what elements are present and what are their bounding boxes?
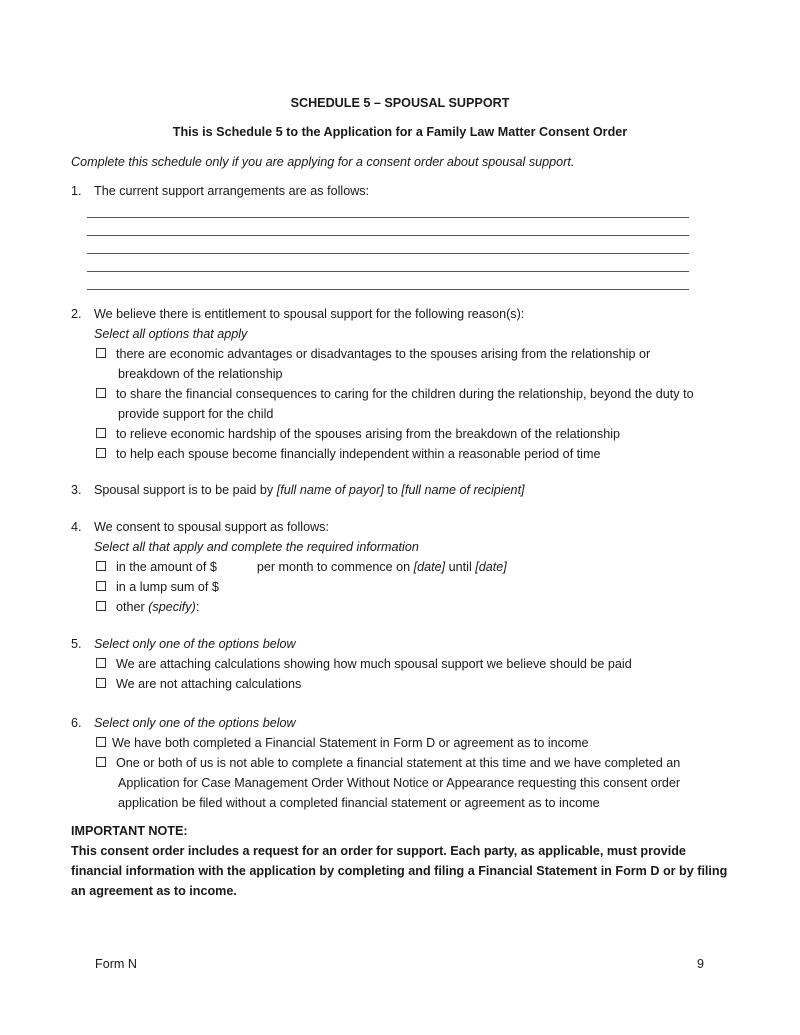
section-2-number: 2. [71,307,82,321]
footer-form-name: Form N [95,957,137,971]
financial-statement-completed-option[interactable] [94,733,736,753]
per-month-label: per month to commence on [256,560,414,574]
answer-line[interactable] [87,235,689,236]
checkbox[interactable] [96,448,106,458]
option-label [116,597,736,617]
section-5 [71,634,736,694]
section-6-hint: Select only one of the options below [94,716,296,730]
option-label: One or both of us is not able to complete a financial statement at this time and we have completed an [116,756,681,770]
option-label: We are attaching calculations showing how much spousal support we believe should be paid [116,657,632,671]
financial-statement-not-completed-option[interactable] [94,753,736,813]
answer-line[interactable] [87,289,689,290]
section-2 [71,304,736,464]
option-label: to help each spouse become financially independent within a reasonable period of time [116,447,601,461]
calculations-attached-option[interactable] [94,654,736,674]
important-note-line: This consent order includes a request for an order for support. Each party, as applicable, must provide [71,844,686,858]
end-date-placeholder[interactable]: [date] [475,560,507,574]
answer-line[interactable] [87,253,689,254]
recipient-placeholder[interactable]: [full name of recipient] [401,483,525,497]
option-label [116,557,736,577]
checkbox[interactable] [96,678,106,688]
until-label: until [445,560,476,574]
option-label: We are not attaching calculations [116,677,302,691]
other-label: other [116,600,149,614]
section-4-hint: Select all that apply and complete the required information [94,540,419,554]
option-label: to share the financial consequences to caring for the children during the relationship, beyond the duty to [116,387,694,401]
important-note-line: financial information with the application by completing and filing a Financial Statement in Form D or by filing [71,864,728,878]
checkbox[interactable] [96,561,106,571]
entitlement-option-1[interactable] [94,344,736,384]
section-6-number: 6. [71,716,82,730]
calculations-not-attached-option[interactable] [94,674,736,694]
colon: : [195,600,200,614]
section-3 [71,480,736,500]
section-1 [71,181,736,201]
payor-placeholder[interactable]: [full name of payor] [276,483,384,497]
option-label: We have both completed a Financial Statement in Form D or agreement as to income [112,736,589,750]
section-1-number: 1. [71,184,82,198]
important-note-heading: IMPORTANT NOTE: [71,824,188,838]
important-note-line: an agreement as to income. [71,884,237,898]
amount-label: in the amount of $ [116,560,217,574]
section-3-text-a: Spousal support is to be paid by [94,483,277,497]
option-label: there are economic advantages or disadvantages to the spouses arising from the relationship or [116,347,651,361]
checkbox[interactable] [96,658,106,668]
option-label-continued: provide support for the child [118,407,274,421]
important-note [71,821,741,901]
start-date-placeholder[interactable]: [date] [413,560,446,574]
entitlement-option-2[interactable] [94,384,736,424]
specify-label: (specify) [148,600,196,614]
entitlement-option-3[interactable] [94,424,736,444]
section-1-text: The current support arrangements are as follows: [94,184,370,198]
other-option[interactable] [94,597,736,617]
entitlement-option-4[interactable] [94,444,736,464]
support-arrangements-lines[interactable] [87,217,689,307]
checkbox[interactable] [96,581,106,591]
schedule-instruction: Complete this schedule only if you are applying for a consent order about spousal support. [71,155,575,169]
section-3-text-b: to [383,483,402,497]
section-4-text: We consent to spousal support as follows: [94,520,329,534]
option-label: to relieve economic hardship of the spouses arising from the breakdown of the relationship [116,427,621,441]
section-2-hint: Select all options that apply [94,327,248,341]
section-4 [71,517,736,617]
option-label-continued: Application for Case Management Order Without Notice or Appearance requesting this consent order [118,776,681,790]
section-2-text: We believe there is entitlement to spousal support for the following reason(s): [94,307,525,321]
schedule-title: SCHEDULE 5 – SPOUSAL SUPPORT [290,96,510,110]
checkbox[interactable] [96,737,106,747]
section-3-number: 3. [71,483,82,497]
checkbox[interactable] [96,757,106,767]
checkbox[interactable] [96,428,106,438]
lump-sum-option[interactable] [94,577,736,597]
footer-page-number: 9 [697,957,705,971]
section-5-number: 5. [71,637,82,651]
section-6 [71,713,736,813]
checkbox[interactable] [96,388,106,398]
schedule-subtitle: This is Schedule 5 to the Application for a Family Law Matter Consent Order [172,125,628,139]
checkbox[interactable] [96,348,106,358]
answer-line[interactable] [87,271,689,272]
monthly-amount-option[interactable] [94,557,736,577]
option-label-continued: breakdown of the relationship [118,367,283,381]
section-3-text [94,480,736,500]
section-5-hint: Select only one of the options below [94,637,296,651]
checkbox[interactable] [96,601,106,611]
option-label-continued: application be filed without a completed financial statement or agreement as to income [118,796,600,810]
answer-line[interactable] [87,217,689,218]
option-label: in a lump sum of $ [116,580,219,594]
section-4-number: 4. [71,520,82,534]
